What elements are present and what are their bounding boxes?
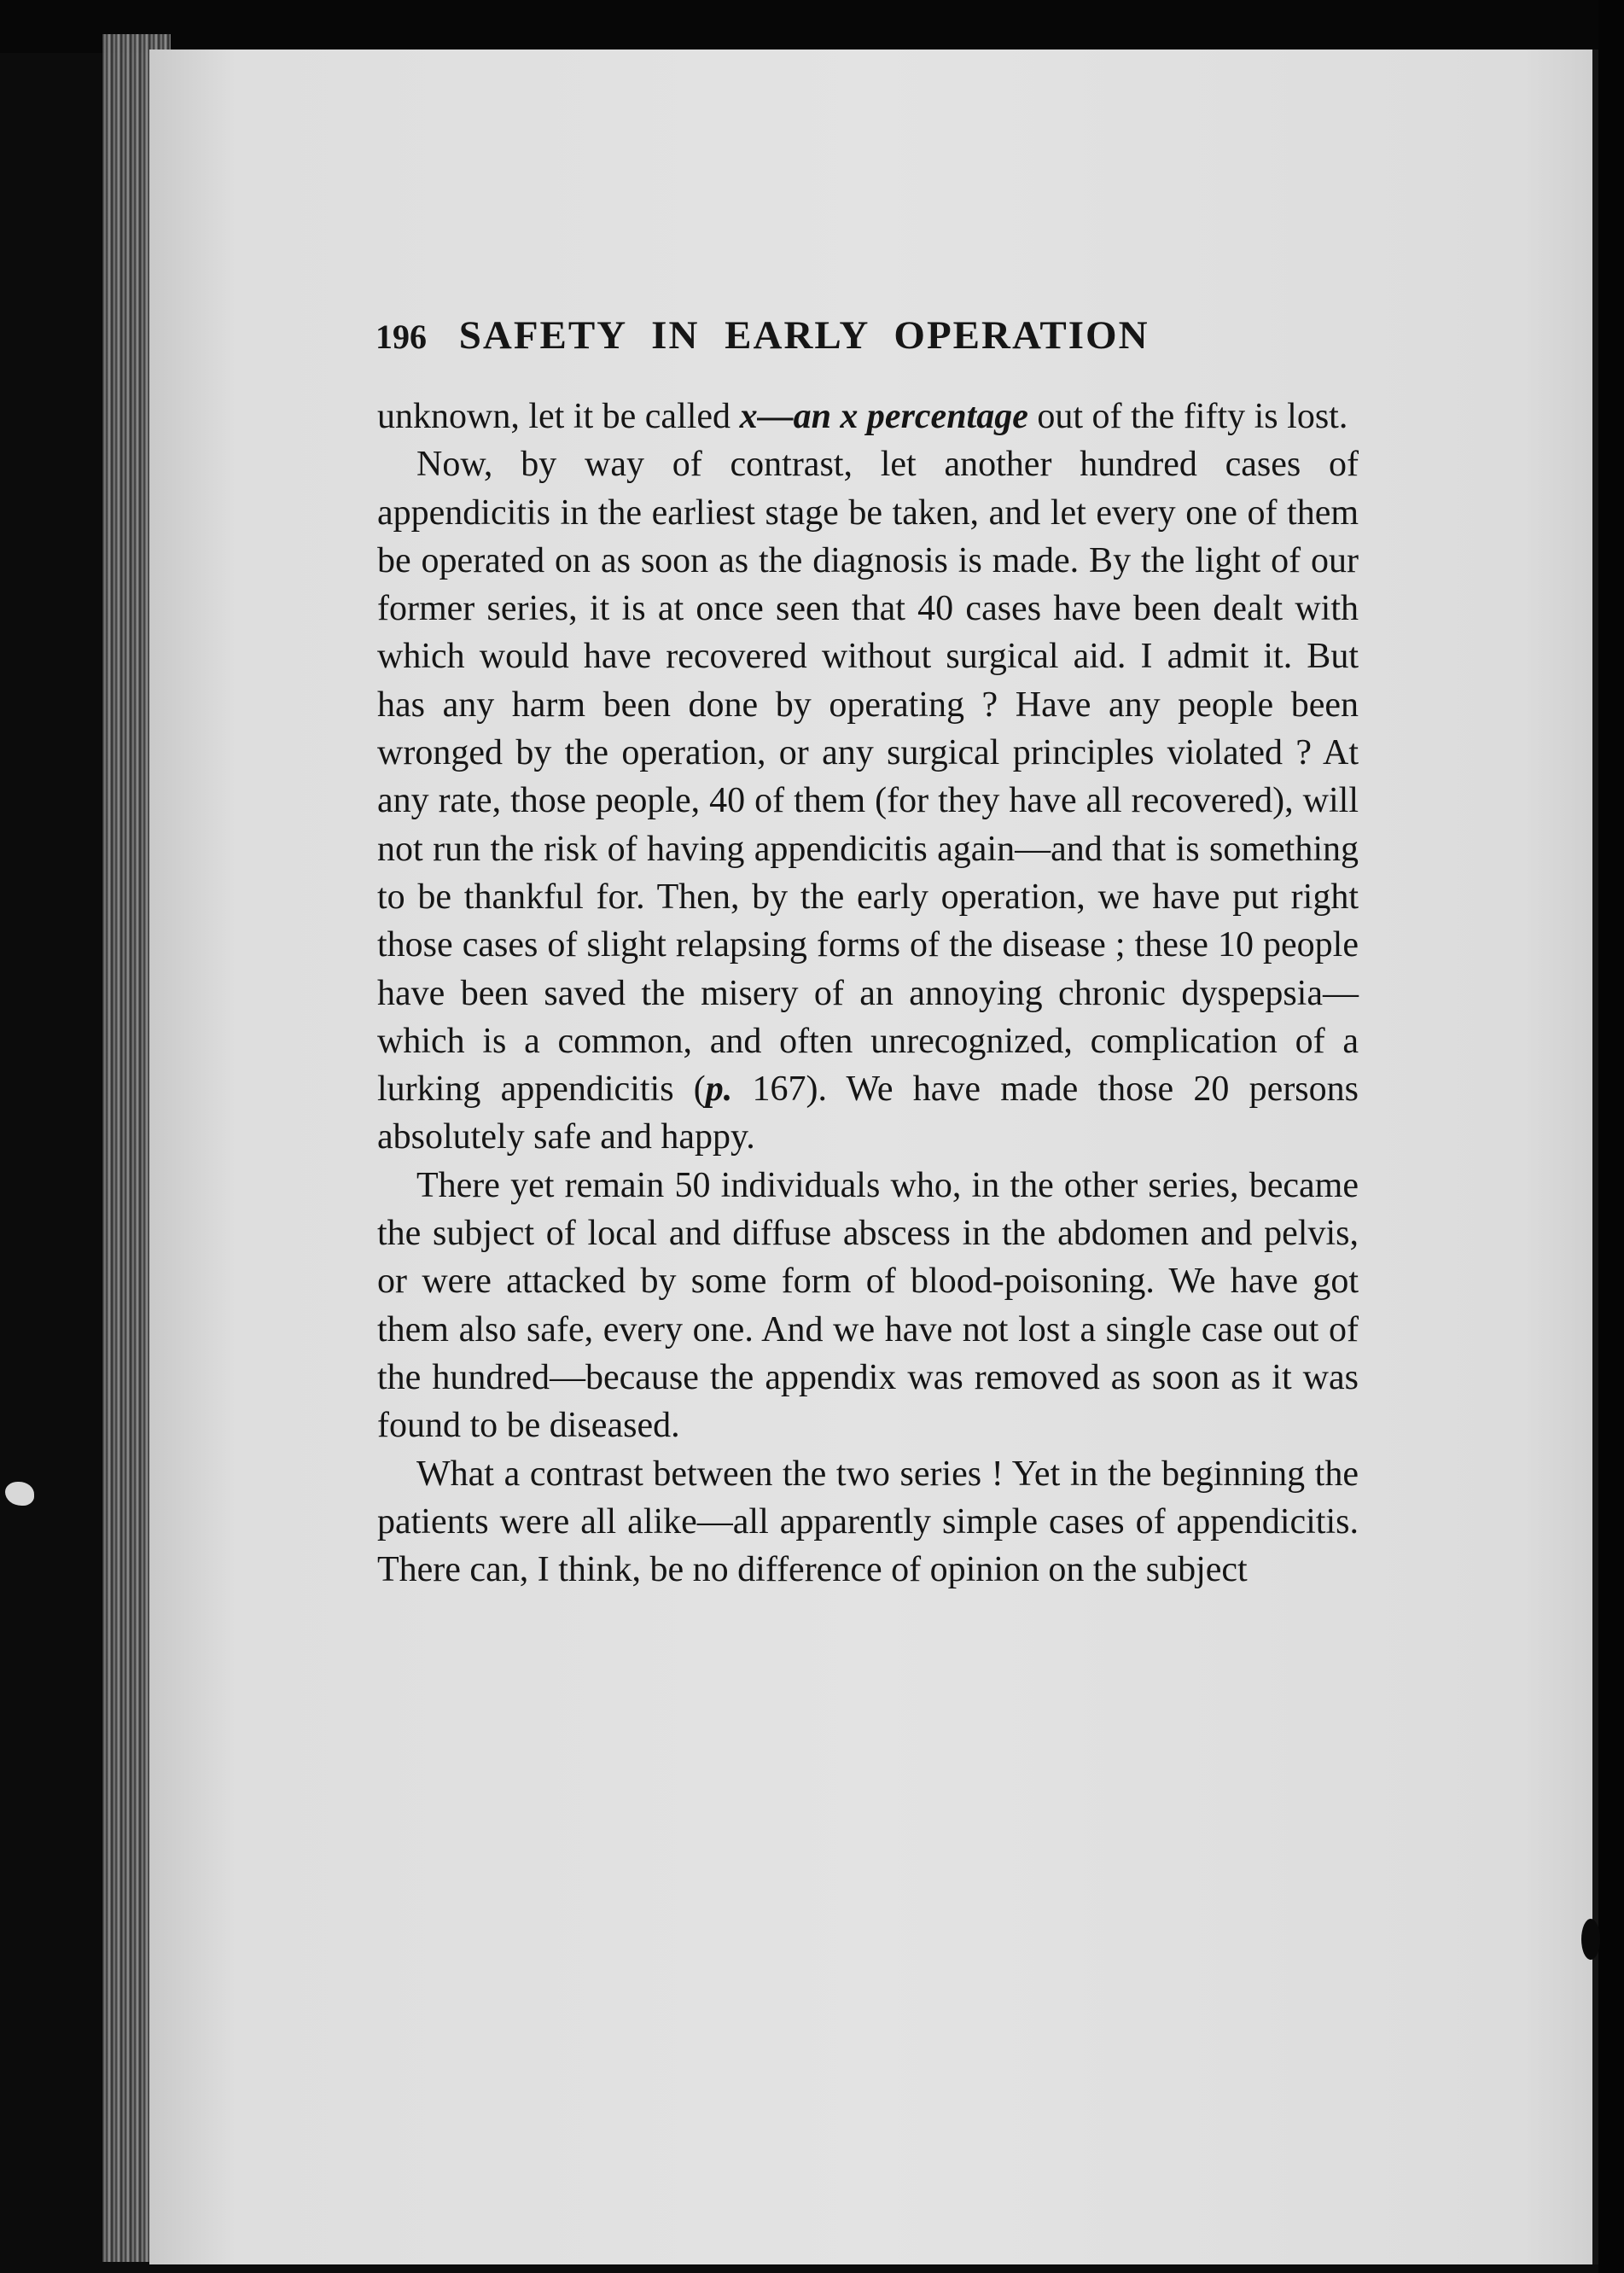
paragraph-1 (377, 393, 1359, 440)
page-number: 196 (375, 318, 427, 356)
page-reference-italic: p. (705, 1069, 733, 1110)
paragraph-1-start: unknown, let it be called (377, 397, 740, 436)
paragraph-4: What a contrast between the two series ! Yet in the beginning the patients were all alike—all apparently simple cases of appendicitis. There can, I think, be no difference of opinion on the subject (377, 1454, 1359, 1590)
paragraph-2 (377, 440, 1359, 1161)
paragraph-1-end: out of the fifty is lost. (1027, 397, 1348, 436)
scan-border-top (0, 0, 1624, 53)
paragraph-3: There yet remain 50 individuals who, in the other series, became the subject of local and diffuse abscess in the abdomen and pelvis, or were attacked by some form of blood-poisoning. We have got them also safe, every one. And we have not lost a single case out of the hundred—because the appendix was removed as soon as it was found to be diseased. (377, 1165, 1359, 1446)
paragraph-2-text: Now, by way of contrast, let another hundred cases of appendicitis in the earliest stage be taken, and let every one of them be operated on as soon as the diagnosis is made. By the light of our former series, it is at once seen that 40 cases have been dealt with which would have recovered without surgical aid. I admit it. But has any harm been done by operating ? Have any people been wronged by the operation, or any surgical principles violated ? At any rate, those people, 40 of them (for they have all recovered), will not run the risk of having appendicitis again—and that is something to be thankful for. Then, by the early operation, we have put right those cases of slight relapsing forms of the disease ; these 10 people have been saved the misery of an annoying chronic dyspepsia—which is a common, and often unrecognized, complication of a lurking (377, 445, 1359, 1110)
body-text (377, 393, 1359, 1594)
scan-border-right (1598, 0, 1624, 2273)
scan-mark (5, 1482, 34, 1506)
paragraph-2-tail-start: appendicitis ( (500, 1069, 706, 1110)
paragraph-2-tail-end: 167). We have made those 20 persons absolutely safe and happy. (377, 1069, 1359, 1157)
page-header (375, 312, 1357, 358)
binding-hole (1581, 1919, 1600, 1960)
paragraph-1-italic: x—an x percentage (739, 397, 1028, 436)
running-title: SAFETY IN EARLY OPERATION (458, 313, 1150, 358)
